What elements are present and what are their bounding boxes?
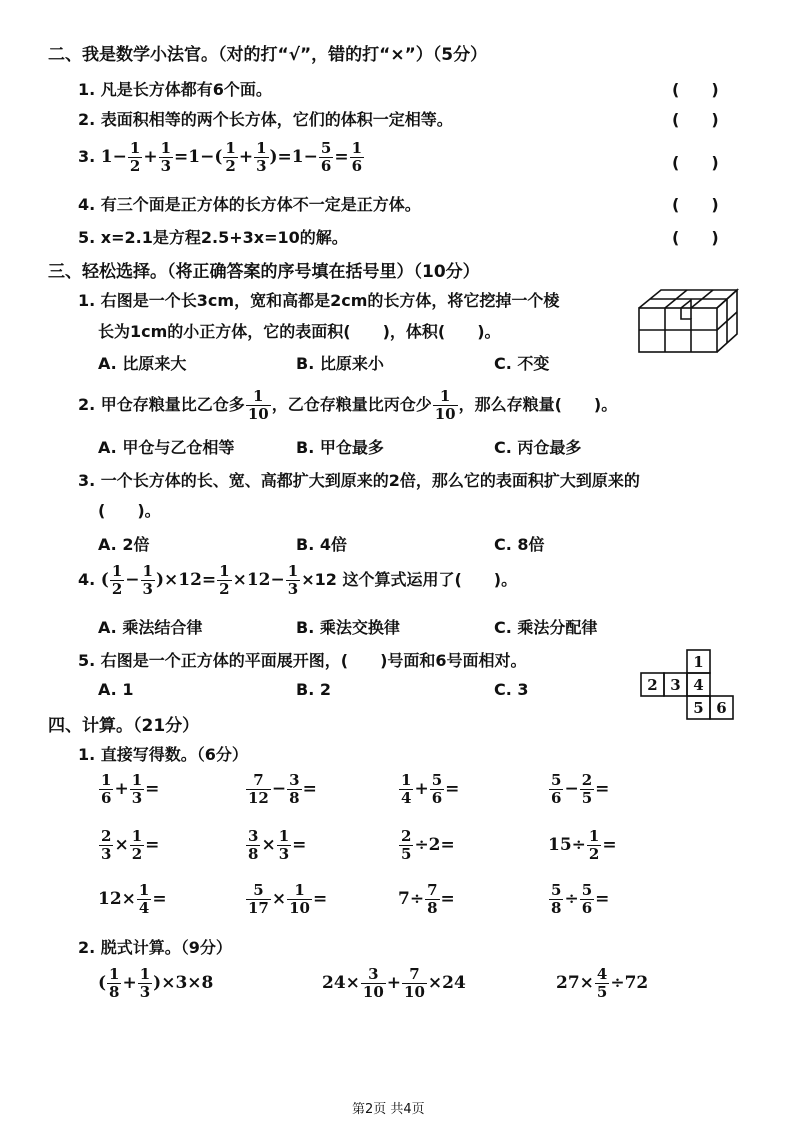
answer-paren-1[interactable]: ( ) [672,80,719,99]
q5-option-b[interactable]: B. 2 [296,680,331,699]
stepwise-calc-2: 24× $\frac{3}{10}$ + $\frac{7}{10}$ ×24 [322,965,466,1001]
net-face-5: 5 [693,699,704,717]
direct-calc-2: $\frac{7}{12}$ − $\frac{3}{8}$ = [248,771,317,807]
q2-option-a[interactable]: A. 甲仓与乙仓相等 [98,438,235,457]
cube-net-figure [638,648,738,722]
direct-calc-5: $\frac{2}{3}$ × $\frac{1}{2}$ = [101,827,160,863]
subsection-direct: 1. 直接写得数。（6分） [78,745,248,764]
direct-calc-10: $\frac{5}{17}$ × $\frac{1}{10}$ = [248,881,328,917]
q3-option-a[interactable]: A. 2倍 [98,535,150,554]
choice-q1-line1: 1. 右图是一个长3cm，宽和高都是2cm的长方体，将它挖掉一个棱 [78,291,560,310]
section4-title: 四、计算。（21分） [48,716,200,736]
answer-paren-3[interactable]: ( ) [672,153,719,172]
subsection-stepwise: 2. 脱式计算。（9分） [78,938,232,957]
direct-calc-4: $\frac{5}{6}$ − $\frac{2}{5}$ = [551,771,610,807]
judge-item-5: 5. x=2.1是方程2.5+3x=10的解。 [78,228,348,247]
net-face-1: 1 [693,653,704,671]
direct-calc-6: $\frac{3}{8}$ × $\frac{1}{3}$ = [248,827,307,863]
judge-item-1: 1. 凡是长方体都有6个面。 [78,80,272,99]
choice-q1-line2: 长为1cm的小正方体，它的表面积( )，体积( )。 [98,322,501,341]
direct-calc-8: 15÷ $\frac{1}{2}$ = [548,827,617,863]
q4-option-a[interactable]: A. 乘法结合律 [98,618,203,637]
net-face-3: 3 [670,676,681,694]
direct-calc-1: $\frac{1}{6}$ + $\frac{1}{3}$ = [101,771,160,807]
choice-q2-line1: 2. 甲仓存粮量比乙仓多 $\frac{1}{10}$ ，乙仓存粮量比丙仓少 $\frac{1}{10}$ ，那么存粮量( )。 [78,387,618,423]
direct-calc-7: $\frac{2}{5}$ ÷2= [401,827,455,863]
q1-option-b[interactable]: B. 比原来小 [296,354,384,373]
q2-option-b[interactable]: B. 甲仓最多 [296,438,384,457]
direct-calc-12: $\frac{5}{8}$ ÷ $\frac{5}{6}$ = [551,881,610,917]
q5-option-a[interactable]: A. 1 [98,680,134,699]
answer-paren-5[interactable]: ( ) [672,228,719,247]
judge-item-2: 2. 表面积相等的两个长方体，它们的体积一定相等。 [78,110,453,129]
net-face-2: 2 [647,676,658,694]
direct-calc-11: 7÷ $\frac{7}{8}$ = [398,881,455,917]
q3-option-b[interactable]: B. 4倍 [296,535,347,554]
answer-paren-4[interactable]: ( ) [672,195,719,214]
q4-option-b[interactable]: B. 乘法交换律 [296,618,400,637]
q4-option-c[interactable]: C. 乘法分配律 [494,618,598,637]
cuboid-figure [636,282,740,356]
q1-option-a[interactable]: A. 比原来大 [98,354,187,373]
page-footer: 第2页 共4页 [352,1102,425,1117]
stepwise-calc-1: ( $\frac{1}{8}$ + $\frac{1}{3}$ )×3×8 [98,965,214,1001]
choice-q3-line2: ( )。 [98,501,161,520]
direct-calc-9: 12× $\frac{1}{4}$ = [98,881,167,917]
choice-q4-line1: 4. ( $\frac{1}{2}$ − $\frac{1}{3}$ )×12= $\frac{1}{2}$ ×12− $\frac{1}{3}$ ×12 这个算式运用了( )。 [78,562,518,598]
net-face-6: 6 [716,699,727,717]
judge-item-3: 3. 1− $\frac{1}{2}$ + $\frac{1}{3}$ =1−( $\frac{1}{2}$ + $\frac{1}{3}$ )=1− $\frac{5}{6}$ = $\frac{1}{6}$ [78,139,362,175]
section3-title: 三、轻松选择。（将正确答案的序号填在括号里）（10分） [48,262,480,282]
q5-option-c[interactable]: C. 3 [494,680,529,699]
judge-item-4: 4. 有三个面是正方体的长方体不一定是正方体。 [78,195,421,214]
choice-q3-line1: 3. 一个长方体的长、宽、高都扩大到原来的2倍，那么它的表面积扩大到原来的 [78,471,640,490]
q1-option-c[interactable]: C. 不变 [494,354,550,373]
direct-calc-3: $\frac{1}{4}$ + $\frac{5}{6}$ = [401,771,460,807]
choice-q5-line1: 5. 右图是一个正方体的平面展开图，( )号面和6号面相对。 [78,651,527,670]
net-face-4: 4 [693,676,704,694]
stepwise-calc-3: 27× $\frac{4}{5}$ ÷72 [556,965,649,1001]
q2-option-c[interactable]: C. 丙仓最多 [494,438,582,457]
answer-paren-2[interactable]: ( ) [672,110,719,129]
section2-title: 二、我是数学小法官。（对的打“√”，错的打“×”）（5分） [48,45,488,65]
q3-option-c[interactable]: C. 8倍 [494,535,545,554]
